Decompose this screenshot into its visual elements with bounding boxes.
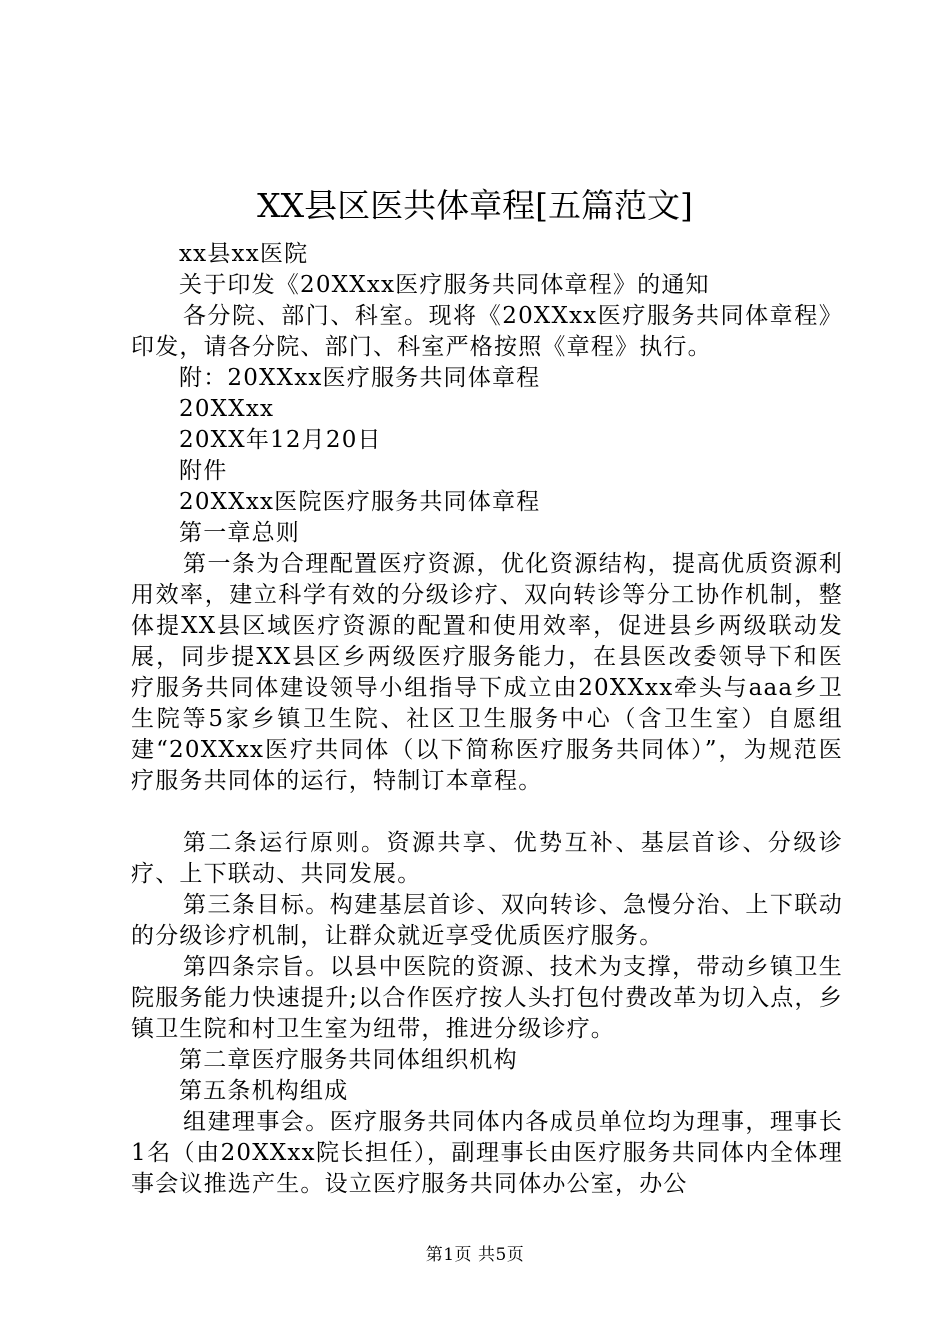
paragraph-notice-body: 各分院、部门、科室。现将《20XXxx医疗服务共同体章程》印发，请各分院、部门、科室严格按照《章程》执行。: [131, 303, 843, 360]
paragraph-chapter-one: 第一章总则: [179, 520, 300, 546]
paragraph-article-five: 第五条机构组成: [179, 1078, 349, 1104]
paragraph-article-two: 第二条运行原则。资源共享、优势互补、基层首诊、分级诊疗、上下联动、共同发展。: [131, 830, 843, 887]
paragraph-gap: [131, 797, 843, 828]
page-number-footer: 第1页 共5页: [425, 1245, 525, 1265]
paragraph-charter-title: 20XXxx医院医疗服务共同体章程: [179, 489, 541, 515]
paragraph-article-one: 第一条为合理配置医疗资源，优化资源结构，提高优质资源利用效率，建立科学有效的分级诊疗、双向转诊等分工协作机制，整体提XX县区域医疗资源的配置和使用效率，促进县乡两级联动发展，同步提XX县区乡两级医疗服务能力，在县医改委领导下和医疗服务共同体建设领导小组指导下成立由20XXxx牵头与aaa乡卫生院等5家乡镇卫生院、社区卫生服务中心（含卫生室）自愿组建“20XXxx医疗共同体（以下简称医疗服务共同体）”，为规范医疗服务共同体的运行，特制订本章程。: [131, 551, 843, 794]
paragraph-date: 20XX年12月20日: [179, 427, 382, 453]
document-title: XX县区医共体章程[五篇范文]: [257, 186, 693, 225]
paragraph-attachment-label: 附件: [179, 458, 228, 484]
paragraph-council: 组建理事会。医疗服务共同体内各成员单位均为理事，理事长1名（由20XXxx院长担任），副理事长由医疗服务共同体内全体理事会议推选产生。设立医疗服务共同体办公室，办公: [131, 1109, 843, 1197]
paragraph-article-four: 第四条宗旨。以县中医院的资源、技术为支撑，带动乡镇卫生院服务能力快速提升;以合作医疗按人头打包付费改革为切入点，乡镇卫生院和村卫生室为纽带，推进分级诊疗。: [131, 954, 843, 1042]
paragraph-article-three: 第三条目标。构建基层首诊、双向转诊、急慢分治、上下联动的分级诊疗机制，让群众就近享受优质医疗服务。: [131, 892, 843, 949]
paragraph-hospital: xx县xx医院: [179, 241, 309, 267]
paragraph-issuer: 20XXxx: [179, 396, 275, 422]
document-body: [131, 239, 843, 1200]
paragraph-attachment-note: 附：20XXxx医疗服务共同体章程: [179, 365, 541, 391]
paragraph-chapter-two: 第二章医疗服务共同体组织机构: [179, 1047, 518, 1073]
paragraph-notice-title: 关于印发《20XXxx医疗服务共同体章程》的通知: [179, 272, 710, 298]
